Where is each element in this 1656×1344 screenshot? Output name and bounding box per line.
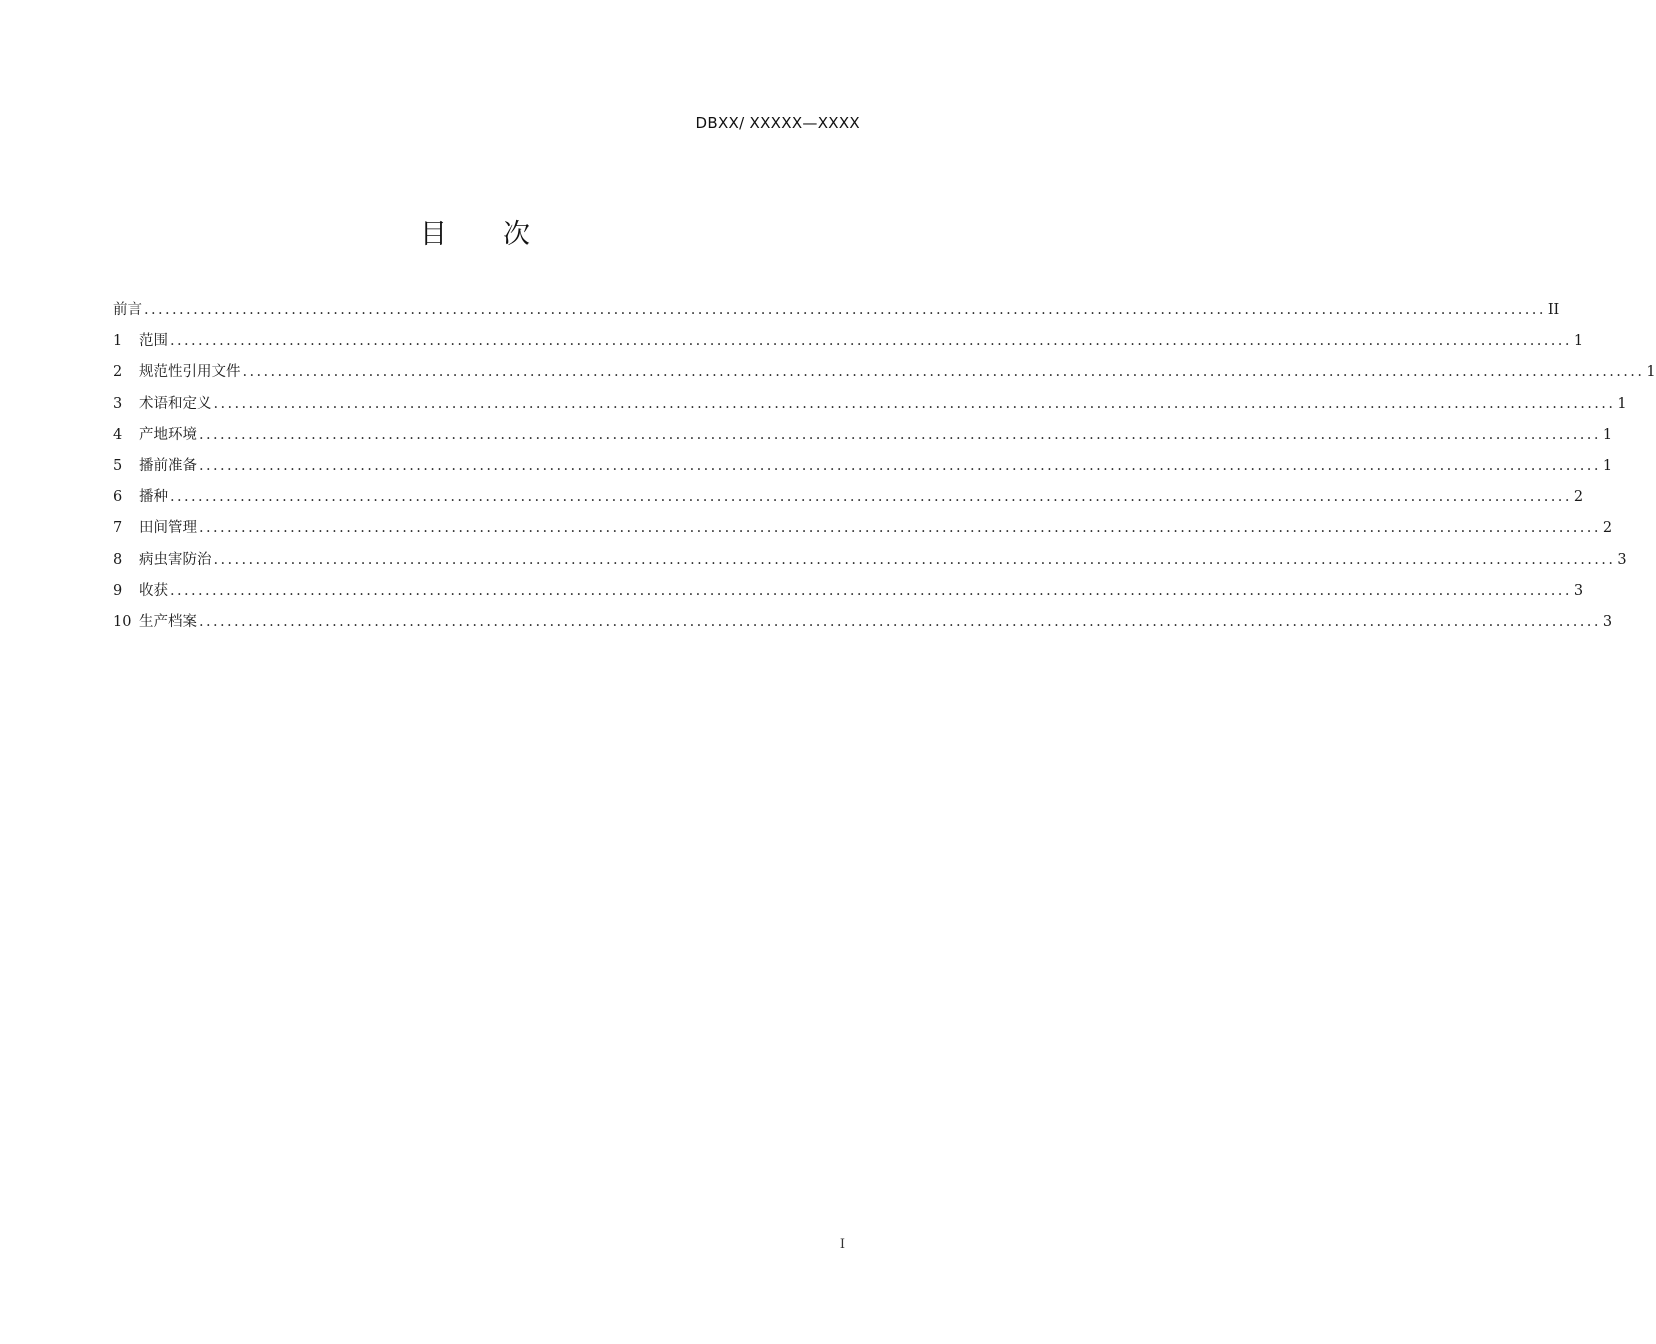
toc-leader-dots: ........................................................................................................................................................................................................ [199, 457, 1601, 474]
toc-entry-label: 术语和定义 [139, 395, 212, 412]
toc-entry-number: 5 [113, 457, 123, 474]
toc-leader-dots: ........................................................................................................................................................................................................ [170, 582, 1572, 599]
toc-entry-number: 8 [113, 551, 123, 568]
toc-entry-label: 病虫害防治 [139, 551, 212, 568]
toc-leader-dots: ........................................................................................................................................................................................................ [213, 551, 1616, 568]
toc-entry-page: 1 [1617, 395, 1627, 412]
toc-entry-terms-definitions[interactable] [113, 392, 1627, 423]
toc-entry-field-management[interactable] [113, 516, 1613, 547]
toc-entry-scope[interactable] [113, 329, 1584, 360]
toc-entry-label: 收获 [139, 582, 168, 599]
toc-leader-dots: ........................................................................................................................................................................................................ [170, 489, 1572, 506]
toc-list [113, 298, 1656, 641]
toc-entry-label: 前言 [113, 302, 142, 318]
toc-entry-number: 1 [113, 333, 123, 350]
toc-leader-dots: ........................................................................................................................................................................................................ [170, 333, 1572, 350]
document-code: DBXX/ XXXXX—XXXX [695, 114, 860, 132]
toc-entry-page: 1 [1573, 333, 1584, 350]
toc-entry-pest-control[interactable] [113, 548, 1627, 579]
toc-entry-foreword[interactable] [113, 298, 1560, 329]
toc-entry-label: 产地环境 [139, 426, 197, 443]
toc-entry-number: 10 [113, 613, 132, 630]
toc-entry-sowing[interactable] [113, 485, 1584, 516]
toc-entry-number: 9 [113, 582, 123, 599]
toc-entry-page: 2 [1573, 489, 1584, 506]
toc-entry-page: 3 [1573, 582, 1584, 599]
toc-entry-harvest[interactable] [113, 579, 1584, 610]
toc-entry-page: 1 [1602, 426, 1613, 443]
toc-title [0, 212, 950, 251]
toc-entry-page: 3 [1617, 551, 1627, 568]
toc-entry-number: 6 [113, 489, 123, 506]
toc-entry-page: II [1547, 302, 1560, 318]
toc-entry-page: 2 [1602, 520, 1613, 537]
toc-entry-label: 播前准备 [139, 457, 197, 474]
toc-entry-label: 田间管理 [139, 520, 197, 537]
toc-leader-dots: ........................................................................................................................................................................................................ [199, 520, 1601, 537]
toc-leader-dots: ........................................................................................................................................................................................................ [199, 613, 1601, 630]
toc-entry-number: 3 [113, 395, 123, 412]
toc-entry-label: 播种 [139, 489, 168, 506]
toc-entry-normative-references[interactable] [113, 360, 1656, 391]
toc-leader-dots: ........................................................................................................................................................................................................ [213, 395, 1616, 412]
toc-leader-dots: ........................................................................................................................................................................................................ [144, 302, 1546, 318]
toc-entry-label: 规范性引用文件 [139, 364, 241, 381]
toc-leader-dots: ........................................................................................................................................................................................................ [242, 364, 1645, 381]
toc-entry-page: 3 [1602, 613, 1613, 630]
toc-title-char-1: 目 [420, 219, 447, 250]
toc-entry-production-records[interactable] [113, 610, 1613, 641]
toc-entry-pre-sowing[interactable] [113, 454, 1613, 485]
toc-entry-production-environment[interactable] [113, 423, 1613, 454]
toc-entry-label: 范围 [139, 333, 168, 350]
toc-title-char-2: 次 [503, 219, 530, 250]
toc-entry-label: 生产档案 [139, 613, 197, 630]
toc-entry-page: 1 [1646, 364, 1656, 381]
toc-entry-number: 7 [113, 520, 123, 537]
toc-entry-number: 4 [113, 426, 123, 443]
toc-leader-dots: ........................................................................................................................................................................................................ [199, 426, 1601, 443]
toc-entry-page: 1 [1602, 457, 1613, 474]
toc-entry-number: 2 [113, 364, 123, 381]
page-number: I [839, 1237, 845, 1252]
